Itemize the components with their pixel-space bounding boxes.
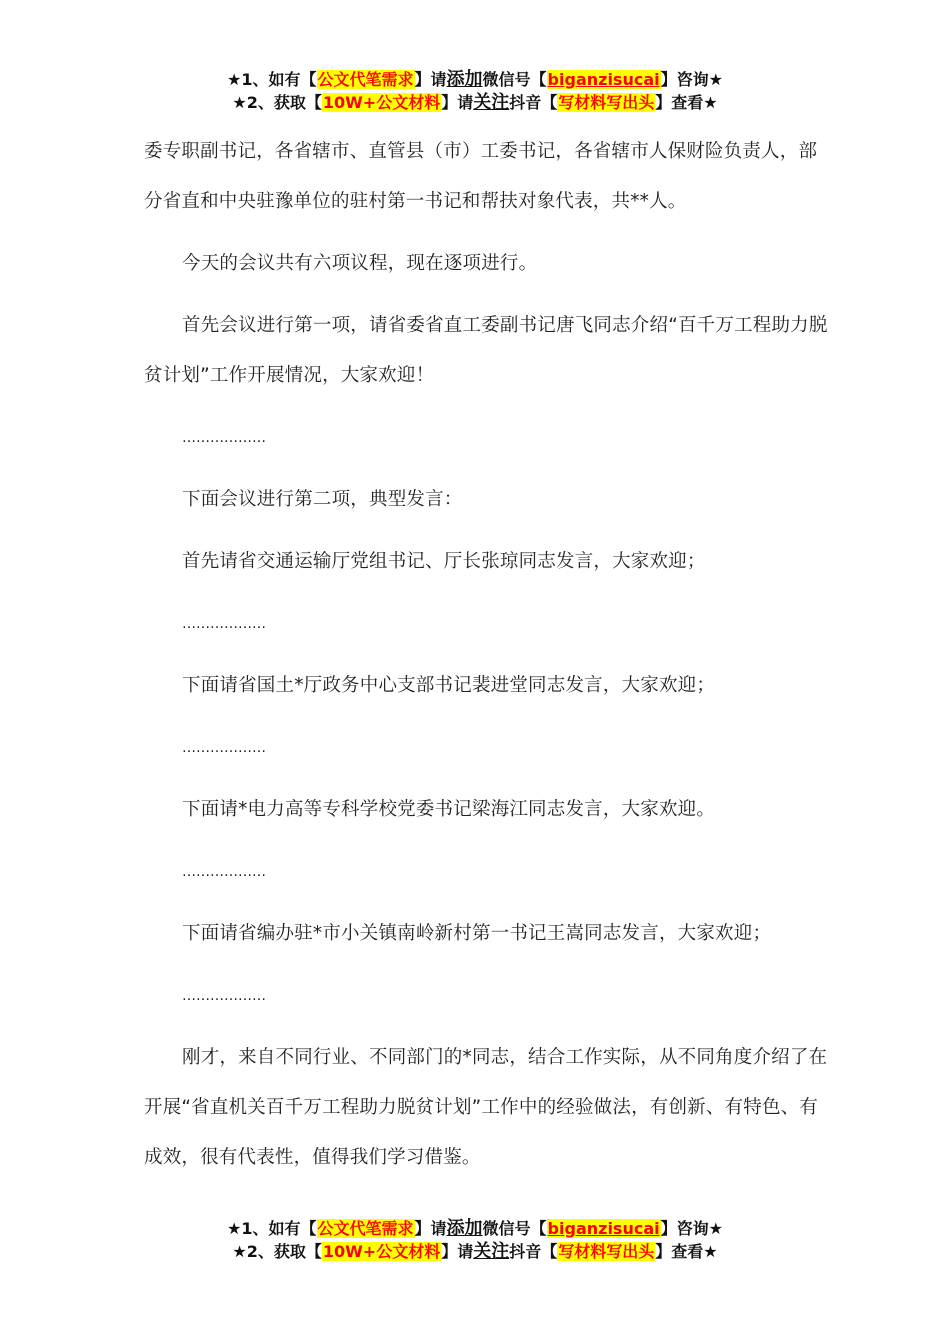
ellipsis-line: ……………… [182,430,266,446]
star-icon: ★ [708,1219,723,1238]
star-icon: ★ [227,1219,242,1238]
highlight-materials: 10W+公文材料 [322,1242,441,1261]
banner-text: 】查看 [655,93,704,112]
banner-text: 1、如有【 [241,70,317,89]
star-icon: ★ [227,70,242,89]
highlight-wechat-id[interactable]: biganzisucai [547,70,660,89]
banner-text: 】请 [414,70,447,89]
star-icon: ★ [703,93,718,112]
emphasis-add: 添加 [446,69,483,90]
paragraph: 下面会议进行第二项，典型发言： [182,489,463,510]
paragraph: 首先请省交通运输厅党组书记、厅长张琼同志发言，大家欢迎； [182,551,706,572]
banner-text: 】请 [441,93,474,112]
star-icon: ★ [232,93,247,112]
banner-text: 微信号【 [482,1219,547,1238]
banner-text: 】请 [414,1219,447,1238]
emphasis-follow: 关注 [473,1241,510,1262]
paragraph: 下面请*电力高等专科学校党委书记梁海江同志发言，大家欢迎。 [182,799,716,820]
banner-line-1 [0,68,950,91]
ellipsis-line: ……………… [182,864,266,880]
ellipsis-line: ……………… [182,988,266,1004]
banner-text: 】咨询 [660,1219,709,1238]
highlight-service: 公文代笔需求 [317,1219,414,1238]
highlight-service: 公文代笔需求 [317,70,414,89]
banner-text: 抖音【 [509,1242,558,1261]
paragraph: 委专职副书记，各省辖市、直管县（市）工委书记，各省辖市人保财险负责人，部分省直和中央驻豫单位的驻村第一书记和帮扶对象代表，共**人。 [144,141,818,212]
paragraph: 首先会议进行第一项，请省委省直工委副书记唐飞同志介绍“百千万工程助力脱贫计划”工作开展情况，大家欢迎！ [144,315,828,386]
highlight-douyin[interactable]: 写材料写出头 [558,93,655,112]
highlight-wechat-id[interactable]: biganzisucai [547,1219,660,1238]
banner-text: 抖音【 [509,93,558,112]
highlight-materials: 10W+公文材料 [322,93,441,112]
footer-banner [0,1217,950,1263]
banner-text: 微信号【 [482,70,547,89]
emphasis-add: 添加 [446,1218,483,1239]
banner-line-1 [0,1217,950,1240]
banner-line-2 [0,91,950,114]
banner-text: 】请 [441,1242,474,1261]
paragraph: 下面请省国土*厅政务中心支部书记裴进堂同志发言，大家欢迎； [182,675,716,696]
highlight-douyin[interactable]: 写材料写出头 [558,1242,655,1261]
emphasis-follow: 关注 [473,92,510,113]
banner-text: 2、获取【 [246,1242,322,1261]
banner-line-2 [0,1240,950,1263]
ellipsis-line: ……………… [182,616,266,632]
banner-text: 1、如有【 [241,1219,317,1238]
paragraph: 今天的会议共有六项议程，现在逐项进行。 [182,253,538,274]
header-banner [0,68,950,114]
star-icon: ★ [703,1242,718,1261]
star-icon: ★ [708,70,723,89]
star-icon: ★ [232,1242,247,1261]
ellipsis-line: ……………… [182,740,266,756]
paragraph: 下面请省编办驻*市小关镇南岭新村第一书记王嵩同志发言，大家欢迎； [182,923,772,944]
banner-text: 】查看 [655,1242,704,1261]
document-body [144,127,834,1195]
banner-text: 2、获取【 [246,93,322,112]
banner-text: 】咨询 [660,70,709,89]
paragraph: 刚才，来自不同行业、不同部门的*同志，结合工作实际，从不同角度介绍了在开展“省直机关百千万工程助力脱贫计划”工作中的经验做法，有创新、有特色、有成效，很有代表性，值得我们学习借鉴。 [144,1047,828,1168]
